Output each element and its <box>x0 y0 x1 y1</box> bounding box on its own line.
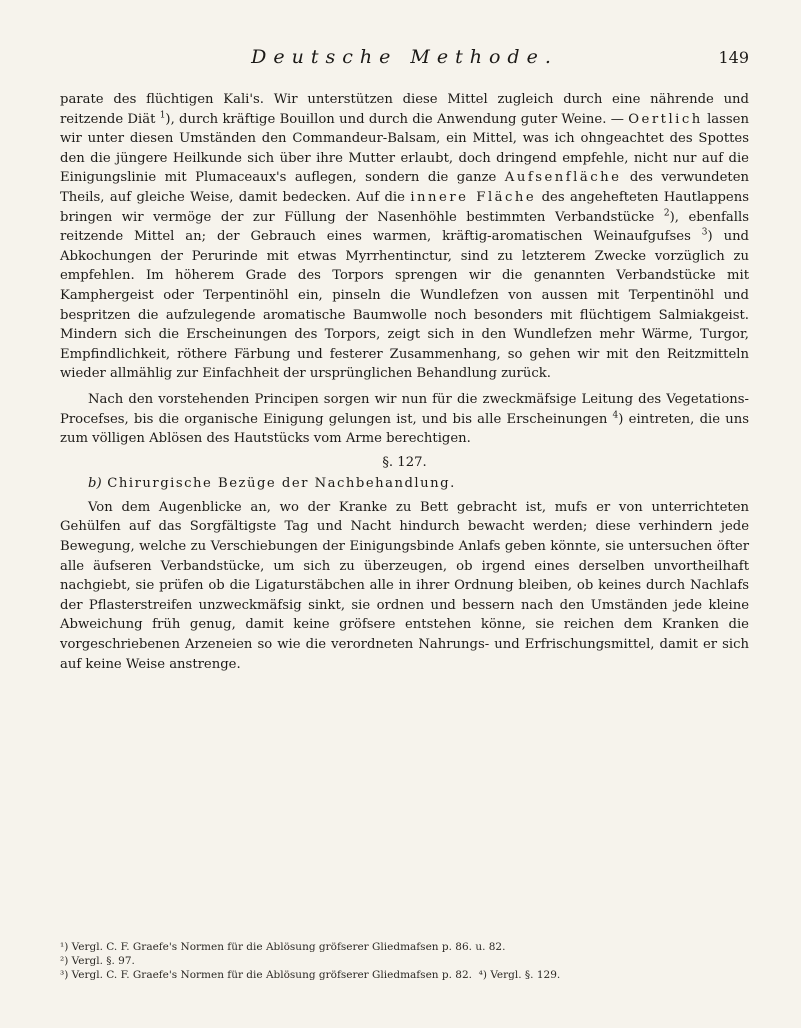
spaced-term: Aufsenfläche <box>504 170 622 186</box>
text-run: ), ebenfalls reitzende Mittel an; der Gebrauch eines warmen, kräftig-aromatischen Weinaufgufses <box>60 209 749 245</box>
page-number: 149 <box>718 48 749 67</box>
text-run: ) und Abkochungen der Perurinde mit etwas Myrrhentinctur, sind zu letzterem Zwecke vorzüglich zu empfehlen. Im höherem Grade des Torpors sprengen wir die genannten Verbandstücke mit Kamphergeist oder Terpentinöhl ein, pinseln die Wundlefzen von aussen mit Terpentinöhl und bespritzen die aufzulegende aromatische Baumwolle noch besonders mit flüchtigem Salmiakgeist. Mindern sich die Erscheinungen des Torpors, zeigt sich in den Wundlefzen mehr Wärme, Turgor, Empfindlichkeit, röthere Färbung und festerer Zusammenhang, so gehen wir mit den Reitzmitteln wieder allmählig zur Einfachheit der ursprünglichen Behandlung zurück. <box>60 229 749 382</box>
text-run: parate des flüchtigen Kali's. Wir unterstützen diese Mittel zugleich durch eine nährende und reitzende Diät <box>60 92 749 127</box>
spaced-term: Oertlich <box>628 111 703 127</box>
paragraph-3 <box>60 498 749 674</box>
paragraph-1 <box>60 90 749 384</box>
heading-text: Chirurgische Bezüge der Nachbehandlung. <box>107 476 456 492</box>
running-title: Deutsche Methode. <box>251 46 558 68</box>
spaced-term: innere Fläche <box>410 189 537 205</box>
text-run: Von dem Augenblicke an, wo der Kranke zu Bett gebracht ist, mufs er von unterrichteten Gehülfen auf das Sorgfältigste Tag und Nacht hindurch bewacht werden; diese verhindern jede Bewegung, welche zu Verschiebungen der Einigungsbinde Anlafs geben könnte, sie untersuchen öfter alle äufseren Verbandstücke, um sich zu überzeugen, ob irgend eines derselben unvortheilhaft nachgiebt, sie prüfen ob die Ligaturstäbchen alle in ihrer Ordnung bleiben, ob keines durch Nachlafs der Pflasterstreifen unzweckmäfsig sinkt, sie ordnen und bessern nach den Umständen jede kleine Abweichung früh genug, damit keine gröfsere entstehen könne, sie reichen dem Kranken die vorgeschriebenen Arzeneien so wie die verordneten Nahrungs- und Erfrischungsmittel, damit er sich auf keine Weise anstrenge. <box>60 499 749 672</box>
section-heading <box>60 474 749 494</box>
footnote-4: ⁴) Vergl. §. 129. <box>478 969 561 981</box>
footnote-ref: 3 <box>701 227 708 238</box>
running-header <box>60 46 749 70</box>
footnote-ref: 4 <box>612 410 619 421</box>
footnote-3-text: ³) Vergl. C. F. Graefe's Normen für die Ablösung gröfserer Gliedmafsen p. 82. <box>60 969 472 981</box>
text-run: des verwundeten Theils, auf gleiche Weise, damit bedecken. Auf die <box>60 170 749 205</box>
heading-letter: b) <box>88 476 102 492</box>
text-run: Nach den vorstehenden Principen sorgen wir nun für die zweckmäfsige Leitung des Vegetations-Procefses, bis die organische Einigung gelungen ist, und bis alle Erscheinungen <box>60 391 749 427</box>
paragraph-2 <box>60 390 749 449</box>
footnotes <box>60 940 749 982</box>
footnote-3 <box>60 968 749 982</box>
footnote-2: ²) Vergl. §. 97. <box>60 955 135 967</box>
text-run: ), durch kräftige Bouillon und durch die Anwendung guter Weine. — <box>165 111 629 127</box>
footnote-ref: 2 <box>663 208 670 219</box>
text-run: ) eintreten, die uns zum völligen Ablösen des Hautstücks vom Arme berechtigen. <box>60 411 749 447</box>
main-text <box>60 90 749 674</box>
text-run: des angehefteten Hautlappens bringen wir vermöge der zur Füllung der Nasenhöhle bestimmten Verbandstücke <box>60 189 749 225</box>
text-run: lassen wir unter diesen Umständen den Commandeur-Balsam, ein Mittel, was ich ohngeachtet des Spottes den die jüngere Heilkunde sich über ihre Mutter erlaubt, doch dringend empfehle, nicht nur auf die Einigungslinie mit Plumaceaux's auflegen, sondern die ganze <box>60 111 749 186</box>
footnote-ref: 1 <box>159 110 166 121</box>
footnote-1: ¹) Vergl. C. F. Graefe's Normen für die Ablösung gröfserer Gliedmafsen p. 86. u. 82. <box>60 941 506 953</box>
section-number: §. 127. <box>382 454 427 470</box>
